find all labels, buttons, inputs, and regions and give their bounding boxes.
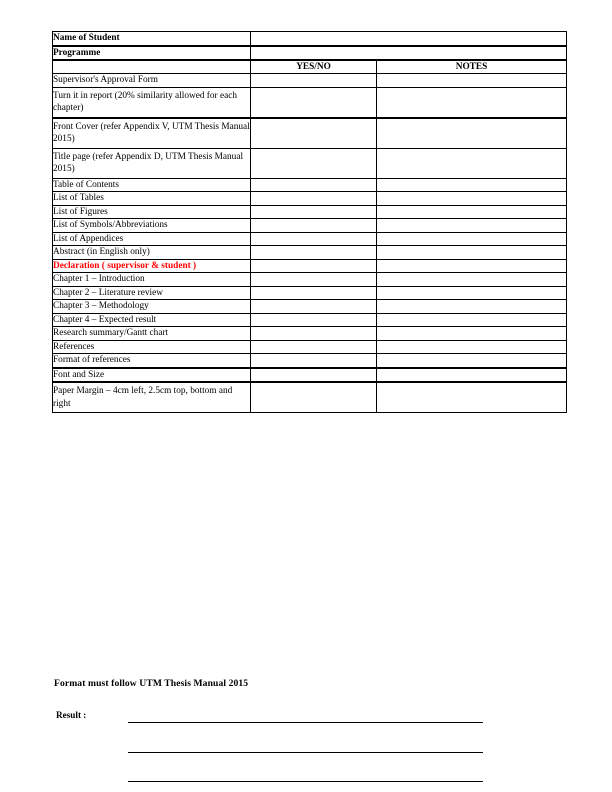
checklist-yes-no-cell[interactable]: [251, 354, 377, 368]
table-row-declaration: [53, 259, 567, 273]
checklist-item-label: Title page (refer Appendix D, UTM Thesis Manual 2015): [53, 148, 251, 178]
checklist-item-label: Front Cover (refer Appendix V, UTM Thesis Manual 2015): [53, 118, 251, 149]
checklist-notes-cell[interactable]: [377, 286, 567, 300]
checklist-item-label: References: [53, 340, 251, 354]
format-note: Format must follow UTM Thesis Manual 2015: [54, 678, 249, 689]
checklist-item-label: Table of Contents: [53, 178, 251, 192]
checklist-yes-no-cell[interactable]: [251, 219, 377, 233]
table-row: [53, 273, 567, 287]
checklist-yes-no-cell[interactable]: [251, 300, 377, 314]
table-row: [53, 118, 567, 149]
checklist-notes-cell[interactable]: [377, 232, 567, 246]
label-name-of-student: Name of Student: [53, 32, 251, 46]
checklist-item-label: Chapter 4 – Expected result: [53, 313, 251, 327]
checklist-notes-cell[interactable]: [377, 219, 567, 233]
checklist-notes-cell[interactable]: [377, 74, 567, 88]
table-row: [53, 74, 567, 88]
value-name-of-student[interactable]: [251, 32, 567, 46]
checklist-yes-no-cell[interactable]: [251, 382, 377, 413]
checklist-item-label: Chapter 3 – Methodology: [53, 300, 251, 314]
row-programme: [53, 46, 567, 61]
checklist-item-label: List of Symbols/Abbreviations: [53, 219, 251, 233]
checklist-yes-no-cell[interactable]: [251, 246, 377, 260]
row-column-headers: [53, 60, 567, 74]
checklist-yes-no-cell[interactable]: [251, 313, 377, 327]
checklist-notes-cell[interactable]: [377, 382, 567, 413]
thesis-checklist-table: [52, 31, 567, 413]
table-row: [53, 178, 567, 192]
result-label: Result :: [56, 710, 87, 720]
checklist-yes-no-cell[interactable]: [251, 340, 377, 354]
table-row: [53, 327, 567, 341]
checklist-item-label: Chapter 1 – Introduction: [53, 273, 251, 287]
checklist-yes-no-cell[interactable]: [251, 205, 377, 219]
checklist-notes-cell[interactable]: [377, 354, 567, 368]
checklist-item-label-declaration: Declaration ( supervisor & student ): [53, 259, 251, 273]
checklist-yes-no-cell[interactable]: [251, 286, 377, 300]
table-row: [53, 192, 567, 206]
checklist-notes-cell[interactable]: [377, 313, 567, 327]
table-row: [53, 286, 567, 300]
checklist-item-label: List of Figures: [53, 205, 251, 219]
checklist-item-label: Chapter 2 – Literature review: [53, 286, 251, 300]
checklist-notes-cell[interactable]: [377, 148, 567, 178]
checklist-notes-cell[interactable]: [377, 259, 567, 273]
checklist-yes-no-cell[interactable]: [251, 192, 377, 206]
checklist-yes-no-cell[interactable]: [251, 118, 377, 149]
row-name-of-student: [53, 32, 567, 46]
checklist-item-label: Turn it in report (20% similarity allowed for each chapter): [53, 87, 251, 118]
checklist-yes-no-cell[interactable]: [251, 148, 377, 178]
checklist-notes-cell[interactable]: [377, 118, 567, 149]
table-row: [53, 246, 567, 260]
table-row: [53, 313, 567, 327]
checklist-notes-cell[interactable]: [377, 178, 567, 192]
checklist-yes-no-cell[interactable]: [251, 327, 377, 341]
table-row: [53, 354, 567, 368]
checklist-yes-no-cell[interactable]: [251, 87, 377, 118]
checklist-item-label: Format of references: [53, 354, 251, 368]
checklist-item-label: Paper Margin – 4cm left, 2.5cm top, bottom and right: [53, 382, 251, 413]
checklist-item-label: Abstract (in English only): [53, 246, 251, 260]
checklist-notes-cell[interactable]: [377, 246, 567, 260]
checklist-yes-no-cell[interactable]: [251, 74, 377, 88]
checklist-item-label: Research summary/Gantt chart: [53, 327, 251, 341]
column-header-notes: NOTES: [377, 60, 567, 74]
checklist-item-label: List of Tables: [53, 192, 251, 206]
checklist-body: [53, 32, 567, 413]
result-line-2[interactable]: [128, 752, 483, 753]
checklist-yes-no-cell[interactable]: [251, 259, 377, 273]
checklist-notes-cell[interactable]: [377, 87, 567, 118]
column-header-item: [53, 60, 251, 74]
checklist-notes-cell[interactable]: [377, 205, 567, 219]
checklist-notes-cell[interactable]: [377, 340, 567, 354]
table-row: [53, 87, 567, 118]
checklist-notes-cell[interactable]: [377, 192, 567, 206]
table-row: [53, 148, 567, 178]
table-row: [53, 368, 567, 383]
checklist-notes-cell[interactable]: [377, 327, 567, 341]
column-header-yes-no: YES/NO: [251, 60, 377, 74]
checklist-notes-cell[interactable]: [377, 368, 567, 383]
table-row: [53, 232, 567, 246]
checklist-item-label: Supervisor's Approval Form: [53, 74, 251, 88]
checklist-item-label: Font and Size: [53, 368, 251, 383]
label-programme: Programme: [53, 46, 251, 61]
value-programme[interactable]: [251, 46, 567, 61]
table-row: [53, 205, 567, 219]
result-line-1[interactable]: [128, 722, 483, 723]
result-line-3[interactable]: [128, 781, 483, 782]
checklist-notes-cell[interactable]: [377, 300, 567, 314]
table-row: [53, 340, 567, 354]
checklist-notes-cell[interactable]: [377, 273, 567, 287]
checklist-yes-no-cell[interactable]: [251, 368, 377, 383]
table-row: [53, 382, 567, 413]
checklist-yes-no-cell[interactable]: [251, 178, 377, 192]
table-row: [53, 300, 567, 314]
checklist-yes-no-cell[interactable]: [251, 273, 377, 287]
table-row: [53, 219, 567, 233]
checklist-item-label: List of Appendices: [53, 232, 251, 246]
checklist-yes-no-cell[interactable]: [251, 232, 377, 246]
